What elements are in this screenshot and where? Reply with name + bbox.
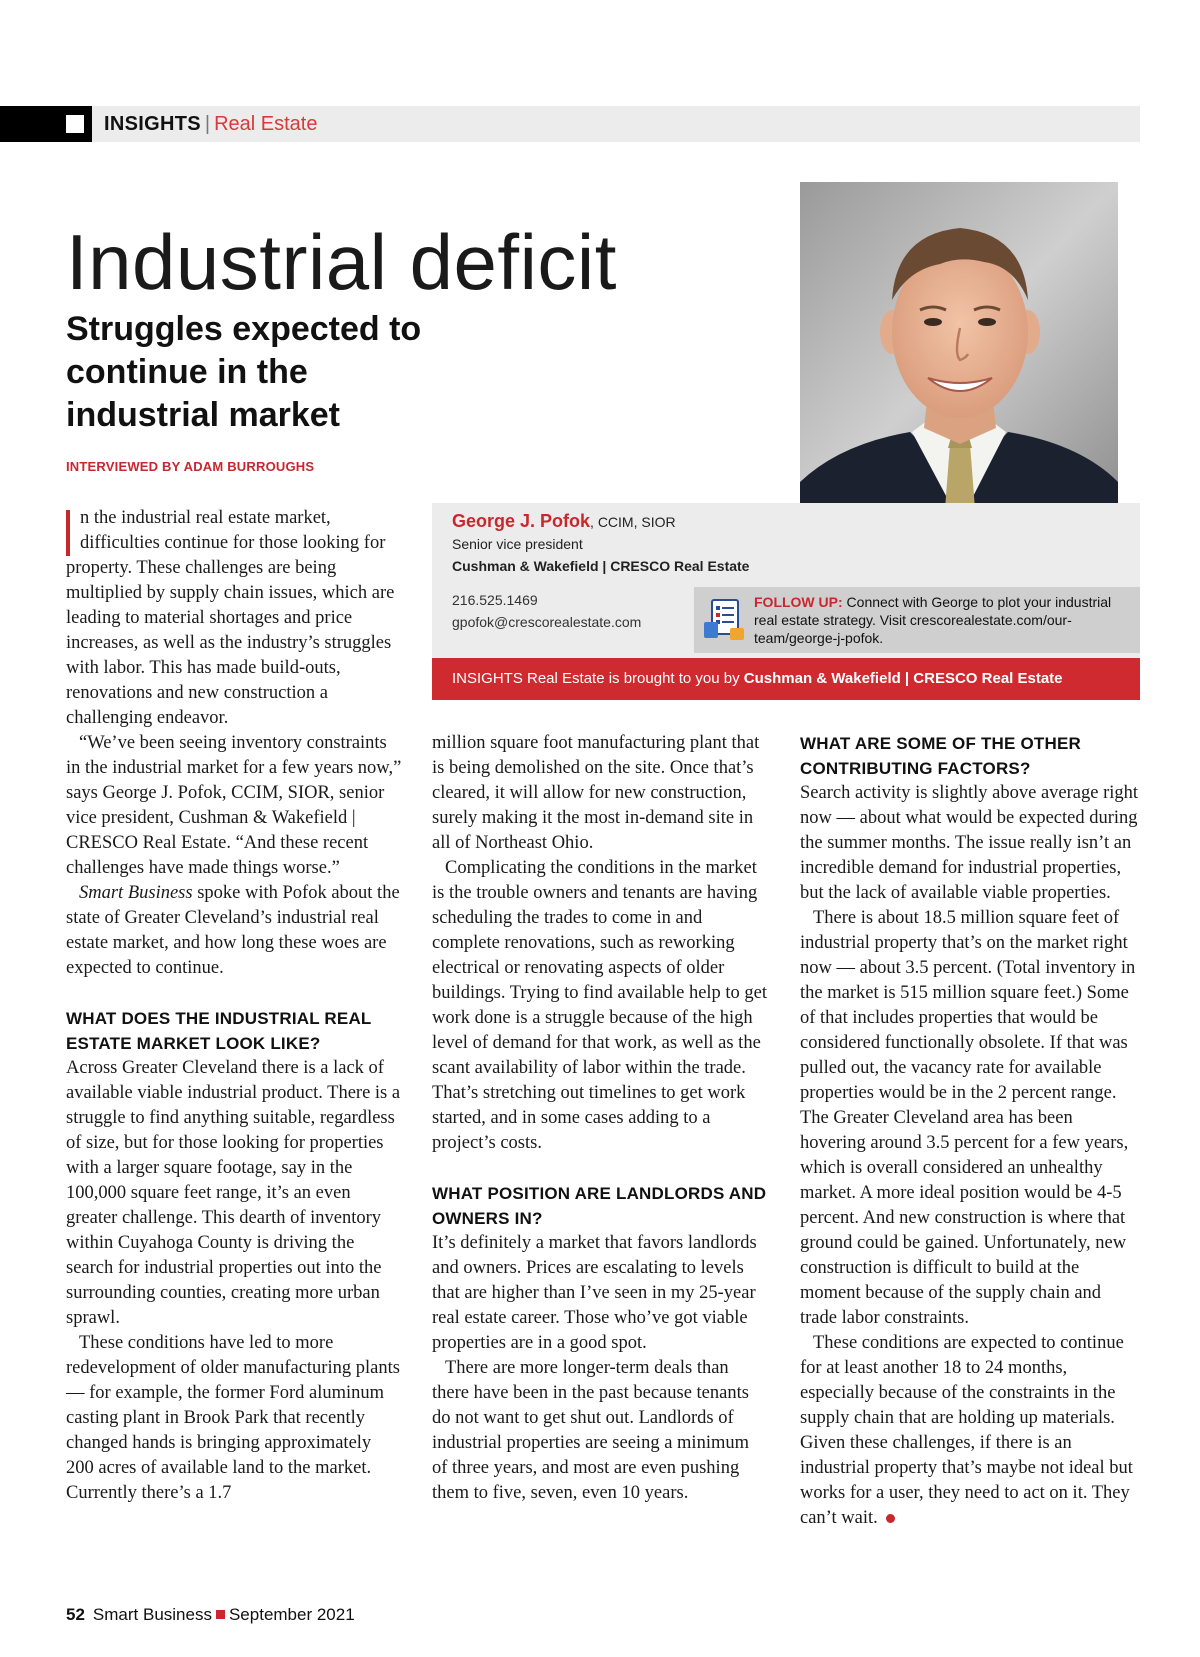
end-mark-icon xyxy=(886,1514,895,1523)
checklist-icon xyxy=(702,598,746,642)
section-header xyxy=(0,106,1140,142)
dek: Struggles expected to continue in the industrial market xyxy=(66,310,422,434)
subsection-name: Real Estate xyxy=(214,113,318,135)
body-column-3 xyxy=(800,731,1140,1531)
paragraph: million square foot manufacturing plant that is being demolished on the site. Once that’s cleared, it will allow for new construction, surely making it the most in-demand site in all of Northeast Ohio. xyxy=(432,733,760,853)
author-credentials: , CCIM, SIOR xyxy=(590,514,676,530)
sponsor-name: Cushman & Wakefield | CRESCO Real Estate xyxy=(743,670,1063,687)
paragraph xyxy=(66,506,402,731)
follow-up-box xyxy=(694,587,1140,653)
page-number: 52 xyxy=(66,1605,85,1624)
publication-name: Smart Business xyxy=(92,1605,212,1624)
footer-square-icon xyxy=(216,1610,225,1619)
follow-up-body: Connect with George to plot your industrial real estate strategy. Visit crescorealestate.com/our-team/george-j-pofok. xyxy=(754,594,1112,646)
paragraph xyxy=(66,881,402,981)
author-contact-box xyxy=(432,503,1140,658)
author-role: Senior vice president xyxy=(452,536,583,552)
sponsor-bar xyxy=(432,658,1140,700)
section-separator: | xyxy=(204,113,211,135)
paragraph: “We’ve been seeing inventory constraints in the industrial market for a few years now,” says George J. Pofok, CCIM, SIOR, senior vice president, Cushman & Wakefield | CRESCO Real Estate. “And these recent challenges have made things worse.” xyxy=(66,733,402,878)
sponsor-text: INSIGHTS Real Estate is brought to you by xyxy=(452,670,744,687)
author-name: George J. Pofok xyxy=(452,511,591,531)
paragraph xyxy=(800,1331,1140,1531)
paragraph-text: n the industrial real estate market, difficulties continue for those looking for property. These challenges are being multiplied by supply chain issues, which are leading to material shortages and price increases, as well as the industry’s struggles with labor. This has made build-outs, renovations and new construction a challenging endeavor. xyxy=(66,508,395,728)
paragraph: Search activity is slightly above average right now — about what would be expected during the summer months. The issue really isn’t an incredible demand for industrial properties, but the lack of available viable properties. xyxy=(800,783,1139,903)
body-column-1 xyxy=(66,506,402,1506)
author-photo xyxy=(800,182,1118,522)
body-column-2 xyxy=(432,731,768,1506)
headline: Industrial deficit xyxy=(66,218,617,306)
header-square-icon xyxy=(66,115,84,133)
drop-cap-bar xyxy=(66,510,70,556)
portrait-image xyxy=(800,182,1118,522)
section-name: INSIGHTS xyxy=(104,113,201,135)
paragraph-text: spoke with Pofok about the state of Greater Cleveland’s industrial real estate market, and how long these woes are expected to continue. xyxy=(66,883,400,978)
publication-italic: Smart Business xyxy=(79,883,193,903)
author-name-line xyxy=(452,511,676,532)
author-phone[interactable]: 216.525.1469 xyxy=(452,592,538,608)
question-heading: WHAT DOES THE INDUSTRIAL REAL ESTATE MARKET LOOK LIKE? xyxy=(66,1009,372,1053)
paragraph-text: These conditions are expected to continue for at least another 18 to 24 months, especially because of the constraints in the supply chain that are holding up materials. Given these challenges, if there is an industrial property that’s maybe not ideal but works for a user, they need to act on it. They can’t wait. xyxy=(800,1333,1133,1528)
paragraph: It’s definitely a market that favors landlords and owners. Prices are escalating to levels that are higher than I’ve seen in my 25-year real estate career. Those who’ve got viable properties are in a good spot. xyxy=(432,1233,757,1353)
issue-date: September 2021 xyxy=(228,1605,355,1624)
author-email[interactable]: gpofok@crescorealestate.com xyxy=(452,614,642,630)
section-label xyxy=(104,113,317,135)
paragraph: There is about 18.5 million square feet of industrial property that’s on the market right now — about 3.5 percent. (Total inventory in the market is 515 million square feet.) Some of that includes properties that would be considered functionally obsolete. If that was pulled out, the vacancy rate for available properties would be in the 2 percent range. The Greater Cleveland area has been hovering around 3.5 percent for a few years, which is overall considered an unhealthy market. A more ideal position would be 4-5 percent. And new construction is where that ground could be gained. Unfortunately, new construction is difficult to build at the moment because of the supply chain and trade labor constraints. xyxy=(800,908,1136,1328)
paragraph: There are more longer-term deals than there have been in the past because tenants do not want to get shut out. Landlords of industrial properties are seeing a minimum of three years, and most are even pushing them to five, seven, even 10 years. xyxy=(432,1358,749,1503)
author-firm: Cushman & Wakefield | CRESCO Real Estate xyxy=(452,558,750,574)
follow-up-text xyxy=(754,593,1138,647)
byline: INTERVIEWED BY ADAM BURROUGHS xyxy=(66,459,315,474)
page-footer xyxy=(66,1605,355,1625)
paragraph: Across Greater Cleveland there is a lack of available viable industrial product. There is a struggle to find anything suitable, regardless of size, but for those looking for properties with a larger square footage, say in the 100,000 square feet range, it’s an even greater challenge. This dearth of inventory within Cuyahoga County is driving the search for industrial properties out into the surrounding counties, creating more urban sprawl. xyxy=(66,1058,401,1328)
paragraph: Complicating the conditions in the market is the trouble owners and tenants are having scheduling the trades to come in and complete renovations, such as reworking electrical or renovating aspects of older buildings. Trying to find available help to get work done is a struggle because of the high level of demand for that work, as well as the scant availability of labor within the trade. That’s stretching out timelines to get work started, and in some cases adding to a project’s costs. xyxy=(432,858,768,1153)
question-heading: WHAT ARE SOME OF THE OTHER CONTRIBUTING FACTORS? xyxy=(800,734,1081,778)
paragraph: These conditions have led to more redevelopment of older manufacturing plants — for example, the former Ford aluminum casting plant in Brook Park that recently changed hands is bringing approximately 200 acres of available land to the market. Currently there’s a 1.7 xyxy=(66,1333,400,1503)
follow-up-lead: FOLLOW UP: xyxy=(754,594,843,610)
question-heading: WHAT POSITION ARE LANDLORDS AND OWNERS IN? xyxy=(432,1184,767,1228)
